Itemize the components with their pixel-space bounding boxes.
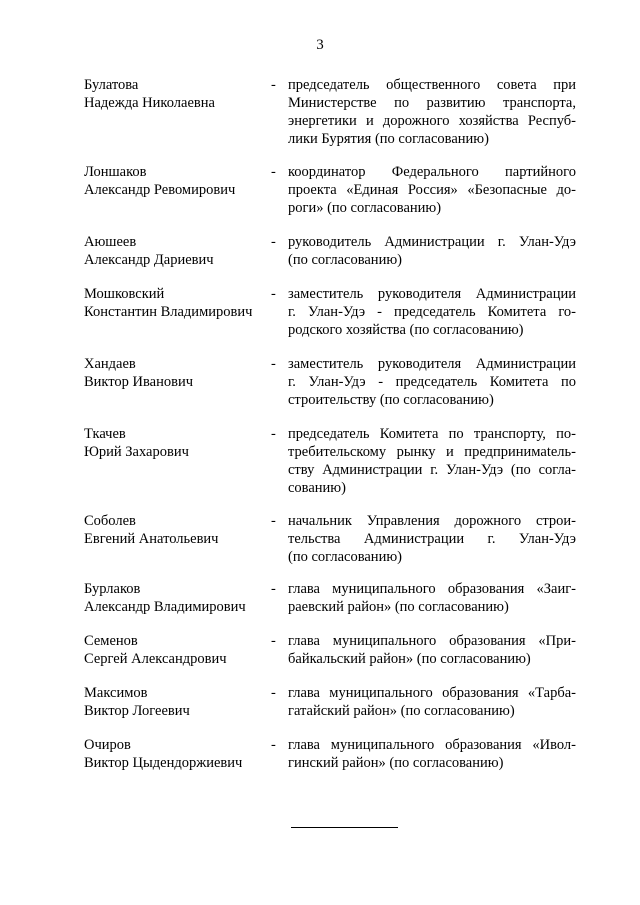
role-line: тельства Администрации г. Улан-Удэ	[288, 531, 576, 547]
role-line: председатель общественного совета при	[288, 77, 576, 93]
member-surname: Лоншаков	[84, 164, 147, 180]
member-name	[84, 233, 264, 269]
member-given-names: Виктор Логеевич	[84, 703, 190, 719]
role-line: глава муниципального образования «Тарба-	[288, 685, 576, 701]
member-name	[84, 163, 264, 199]
member-name	[84, 684, 264, 720]
role-line: Министерстве по развитию транспорта,	[288, 95, 576, 111]
role-line: сованию)	[288, 480, 346, 496]
role-line: роги» (по согласованию)	[288, 200, 442, 216]
member-given-names: Александр Владимирович	[84, 599, 246, 615]
member-surname: Ткачев	[84, 426, 126, 442]
member-role	[288, 285, 576, 339]
role-line: ству Администрации г. Улан-Удэ (по согла-	[288, 462, 576, 478]
member-surname: Очиров	[84, 737, 131, 753]
role-line: председатель Комитета по транспорту, по-	[288, 426, 576, 442]
member-given-names: Надежда Николаевна	[84, 95, 215, 111]
member-name	[84, 285, 264, 321]
member-given-names: Юрий Захарович	[84, 444, 189, 460]
role-line: г. Улан-Удэ - председатель Комитета по	[288, 374, 576, 390]
page-number: 3	[316, 37, 324, 53]
member-name	[84, 580, 264, 616]
member-given-names: Виктор Цыдендоржиевич	[84, 755, 243, 771]
separator-dash: -	[271, 633, 276, 649]
role-line: строительству (по согласованию)	[288, 392, 494, 408]
separator-dash: -	[271, 426, 276, 442]
role-line: энергетики и дорожного хозяйства Респуб-	[288, 113, 576, 129]
member-given-names: Константин Владимирович	[84, 304, 253, 320]
member-role	[288, 425, 576, 497]
member-surname: Мошковский	[84, 286, 165, 302]
role-line: байкальский район» (по согласованию)	[288, 651, 531, 667]
role-line: (по согласованию)	[288, 252, 402, 268]
separator-dash: -	[271, 356, 276, 372]
role-line: глава муниципального образования «При-	[288, 633, 576, 649]
member-given-names: Александр Дариевич	[84, 252, 214, 268]
member-name	[84, 512, 264, 548]
role-line: координатор Федерального партийного	[288, 164, 576, 180]
role-line: требительскому рынку и предпринимatель-	[288, 444, 576, 460]
closing-rule	[291, 827, 398, 828]
separator-dash: -	[271, 737, 276, 753]
member-role	[288, 355, 576, 409]
separator-dash: -	[271, 234, 276, 250]
member-surname: Семенов	[84, 633, 138, 649]
role-line: гатайский район» (по согласованию)	[288, 703, 515, 719]
member-role	[288, 163, 576, 217]
role-line: глава муниципального образования «Заиг-	[288, 581, 576, 597]
role-line: раевский район» (по согласованию)	[288, 599, 509, 615]
member-name	[84, 76, 264, 112]
member-name	[84, 425, 264, 461]
separator-dash: -	[271, 77, 276, 93]
separator-dash: -	[271, 286, 276, 302]
role-line: родского хозяйства (по согласованию)	[288, 322, 524, 338]
member-role	[288, 512, 576, 566]
role-line: (по согласованию)	[288, 549, 402, 565]
member-name	[84, 736, 264, 772]
member-surname: Булатова	[84, 77, 139, 93]
role-line: заместитель руководителя Администрации	[288, 356, 576, 372]
member-given-names: Сергей Александрович	[84, 651, 227, 667]
member-surname: Соболев	[84, 513, 136, 529]
role-line: гинский район» (по согласованию)	[288, 755, 504, 771]
member-name	[84, 632, 264, 668]
member-surname: Аюшеев	[84, 234, 137, 250]
member-name	[84, 355, 264, 391]
member-surname: Бурлаков	[84, 581, 141, 597]
member-role	[288, 76, 576, 148]
member-role	[288, 580, 576, 616]
member-surname: Максимов	[84, 685, 148, 701]
member-surname: Хандаев	[84, 356, 136, 372]
separator-dash: -	[271, 513, 276, 529]
separator-dash: -	[271, 685, 276, 701]
role-line: начальник Управления дорожного строи-	[288, 513, 576, 529]
member-role	[288, 736, 576, 772]
role-line: лики Бурятия (по согласованию)	[288, 131, 489, 147]
separator-dash: -	[271, 581, 276, 597]
separator-dash: -	[271, 164, 276, 180]
role-line: руководитель Администрации г. Улан-Удэ	[288, 234, 576, 250]
member-role	[288, 233, 576, 269]
role-line: глава муниципального образования «Ивол-	[288, 737, 576, 753]
role-line: проекта «Единая Россия» «Безопасные до-	[288, 182, 576, 198]
member-given-names: Александр Ревомирович	[84, 182, 236, 198]
role-line: г. Улан-Удэ - председатель Комитета го-	[288, 304, 576, 320]
member-role	[288, 632, 576, 668]
member-given-names: Виктор Иванович	[84, 374, 194, 390]
role-line: заместитель руководителя Администрации	[288, 286, 576, 302]
member-role	[288, 684, 576, 720]
member-given-names: Евгений Анатольевич	[84, 531, 219, 547]
